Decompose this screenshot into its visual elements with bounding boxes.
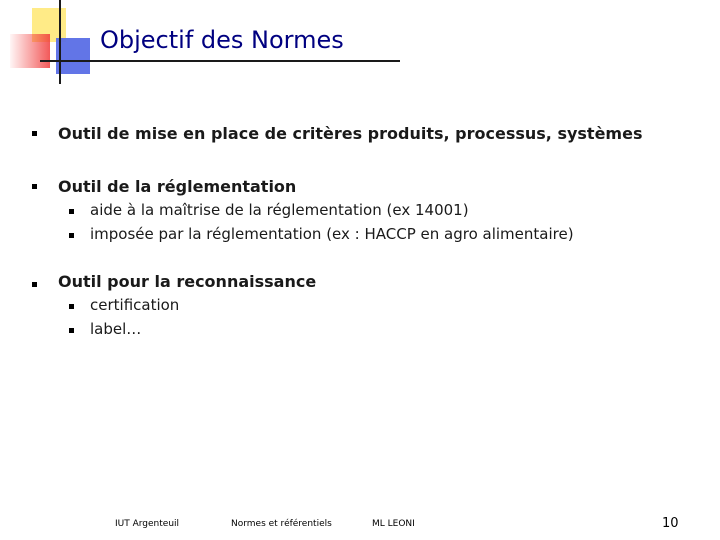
sub-bullet-square-icon bbox=[69, 304, 74, 309]
decorative-blue-square bbox=[56, 38, 90, 74]
sub-item-2-1: aide à la maîtrise de la réglementation (ex 14001) bbox=[90, 201, 469, 219]
footer-right: ML LEONI bbox=[372, 519, 415, 529]
bullet-item-1: Outil de mise en place de critères produits, processus, systèmes bbox=[58, 124, 643, 143]
sub-bullet-square-icon bbox=[69, 233, 74, 238]
slide-title: Objectif des Normes bbox=[100, 26, 344, 54]
sub-bullet-square-icon bbox=[69, 209, 74, 214]
bullet-square-icon bbox=[32, 184, 37, 189]
bullet-item-2: Outil de la réglementation bbox=[58, 177, 297, 196]
footer-left: IUT Argenteuil bbox=[115, 519, 180, 529]
bullet-square-icon bbox=[32, 131, 37, 136]
sub-bullet-square-icon bbox=[69, 328, 74, 333]
bullet-square-icon bbox=[32, 282, 37, 287]
decorative-horizontal-line bbox=[40, 60, 400, 62]
page-number: 10 bbox=[662, 516, 679, 531]
sub-item-3-1: certification bbox=[90, 296, 180, 314]
bullet-item-3: Outil pour la reconnaissance bbox=[58, 272, 317, 291]
decorative-vertical-line bbox=[59, 0, 61, 84]
footer-center: Normes et référentiels bbox=[231, 519, 332, 529]
decorative-red-square bbox=[10, 34, 50, 68]
sub-item-3-2: label… bbox=[90, 320, 142, 338]
sub-item-2-2: imposée par la réglementation (ex : HACCP en agro alimentaire) bbox=[90, 225, 574, 243]
